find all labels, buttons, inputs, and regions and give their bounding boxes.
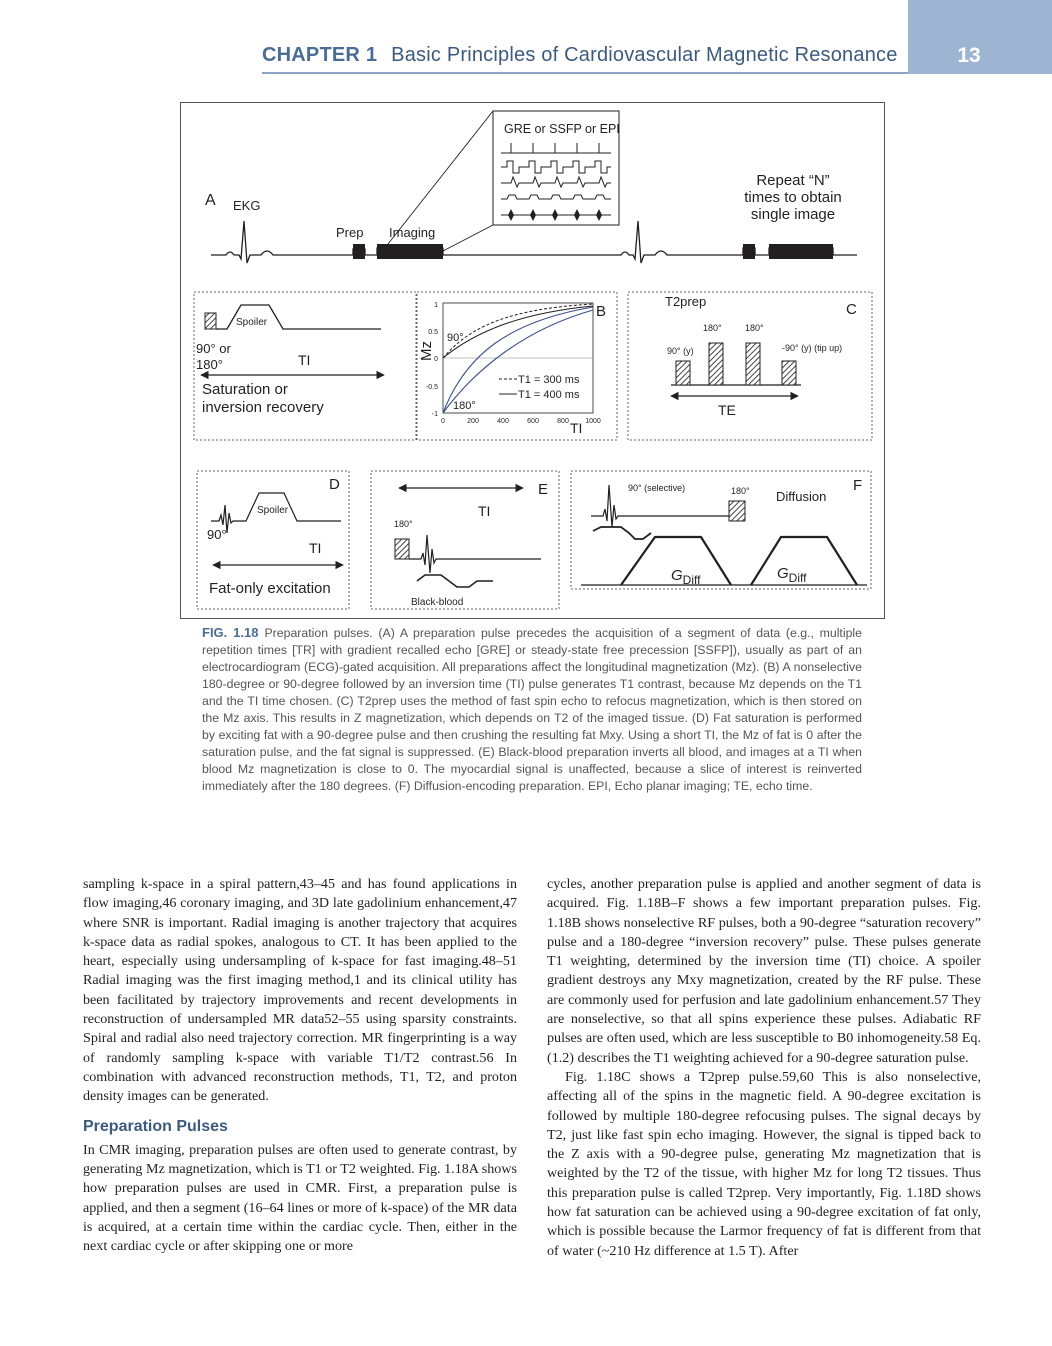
ekg-label: EKG [233,198,261,213]
mz-xtick-5: 800 [557,418,569,425]
mz-xtick-3: 400 [497,418,509,425]
fat-title: Fat-only excitation [209,580,331,597]
zoom-line-right [443,225,493,251]
imaging-block [377,244,443,259]
t2prep-label-tipup: -90° (y) (tip up) [782,343,843,353]
gdiff-2-sub: Diff [788,571,807,585]
prep-label: Prep [336,225,364,240]
panel-c-letter: C [846,301,857,318]
t2prep-title: T2prep [665,294,707,309]
right-paragraph-1: cycles, another preparation pulse is applied and another segment of data is acquired. Fig. 1.18B–F shows a few important preparation pulses. Fig. 1.18B shows nonselective RF pulses, both a 90-degree “saturation recovery” pulse and a 180-degree “inversion recovery” pulse. These pulses generate T1 weighting, determined by the inversion time (TI) choice. A spoiler gradient destroys any Mxy magnetization, created by the RF pulse. These are commonly used for perfusion and late gadolinium enhancement.57 They are nonselective, so that all spins experience these pulses. Adiabatic RF pulses are often used, which are less susceptible to B0 inhomogeneity.58 Eq. (1.2) describes the T1 weighting achieved for a 90-degree saturation pulse. [547,876,981,1066]
legend-t1-300: T1 = 300 ms [518,374,580,386]
bb-slice-gradient [417,575,493,587]
gdiff-1-sub: Diff [682,573,701,587]
running-header [0,0,1052,74]
diff-label-180: 180° [731,486,750,496]
fat-spoiler-label: Spoiler [257,505,289,516]
mz-axis-label: Mz [418,341,435,361]
left-paragraph-2: In CMR imaging, preparation pulses are often used to generate contrast, by generating Mz magnetization, which is T1 or T2 weighted. Fig. 1.18A shows how preparation pulses are used in CMR. First, a preparation pulse is applied, and then a segment (16–64 lines or more of k-space) of the MR data is acquired, at a certain time within the cardiac cycle. Then, either in the next cardiac cycle or after skipping one or more [83,1141,517,1255]
sat-spoiler-label: Spoiler [236,317,268,328]
mz-label-90: 90° [447,332,464,344]
t2prep-label-180a: 180° [703,323,722,333]
diff-label-90: 90° (selective) [628,483,686,493]
section-heading: Preparation Pulses [83,1117,228,1135]
panel-a-letter: A [205,192,216,209]
panel-c [628,292,872,440]
diff-refocus-pulse [729,501,745,521]
sat-ti-label: TI [298,352,311,368]
sat-title-1: Saturation or [202,381,288,398]
right-paragraph-2: Fig. 1.18C shows a T2prep pulse.59,60 This is also nonselective, affecting all of the spins in the magnetic field. A 90-degree excitation is followed by multiple 180-degree refocusing pulses. The signal decays by T2, just like fast spin echo imaging. However, the signal is tipped back to the Z axis with a 90-degree pulse, generating Mz magnetization that is weighted by the T2 of the tissue, with higher Mz for long T2 tissues. Thus this preparation pulse is called T2prep. Very importantly, Fig. 1.18D shows how fat saturation can be achieved using a 90-degree excitation of fat only, which is possible because the Larmor frequency of fat is different from that of water (~210 Hz difference at 1.5 T). After [547,1068,981,1259]
mz-xtick-1: 0 [441,418,445,425]
running-title [262,44,898,67]
mz-label-180: 180° [453,400,476,412]
t2prep-pulse-180a [709,343,723,385]
repeat-line-2: times to obtain [744,189,842,206]
sat-angle-2: 180° [196,357,223,372]
mz-xtick-4: 600 [527,418,539,425]
mz-xtick-2: 200 [467,418,479,425]
bb-nonselective-pulse [395,539,409,559]
repeat-line-1: Repeat “N” [756,172,830,189]
panel-e-letter: E [538,481,549,498]
fat-angle-label: 90° [207,527,227,542]
mz-x-label: TI [570,420,583,436]
figure-label: FIG. 1.18 [202,625,259,640]
bb-ti-label: TI [478,503,491,519]
body-column-left [83,875,517,1257]
diff-title: Diffusion [776,489,827,504]
left-paragraph-1: sampling k-space in a spiral pattern,43–45 and has found applications in flow imaging,46 coronary imaging, and 3D late gadolinium enhancement,47 where SNR is important. Radial imaging is another trajectory that acquires k-space data as radial spokes, analogous to CT. It has been applied to the heart, especially using undersampling of k-space for fast imaging.48–51 Radial imaging was the first imaging method,1 and its clinical utility has been facilitated by trajectory improvements and recent developments in reconstruction of undersampled MR data52–55 using sparsity constraints. Spiral and radial also need trajectory correction. MR fingerprinting is a way of randomly sampling k-space with variable T1/T2 contrast.56 In combination with advanced reconstruction methods, T1, T2, and proton density images can be generated. [83,876,517,1105]
t2prep-pulse-180b [746,343,760,385]
bb-selective-pulse [409,535,541,573]
readout-label: GRE or SSFP or EPI [504,122,620,136]
panel-d [197,471,349,609]
mz-xtick-6: 1000 [585,418,601,425]
figure-diagram [181,103,884,618]
chapter-title: Basic Principles of Cardiovascular Magnetic Resonance [391,44,898,66]
diff-slice-gradient [593,527,651,539]
panel-f-letter: F [853,477,863,494]
zoom-line-left [388,111,493,244]
ekg-trace [211,221,857,263]
gdiff-2-g: G [777,565,789,582]
figure-1-18 [180,102,885,619]
panel-b-letter: B [596,303,607,320]
chapter-label: CHAPTER 1 [262,44,378,66]
prep-block-2 [743,244,755,259]
panel-saturation [194,292,416,440]
t2prep-pulse-90 [676,361,690,385]
imaging-block-2 [769,244,833,259]
panel-b [417,292,617,440]
sat-curve-t1-400 [443,306,593,358]
t2prep-pulse-tipup [782,361,796,385]
caption-text: Preparation pulses. (A) A preparation pulse precedes the acquisition of a segment of data (e.g., multiple repetition times [TR] with gradient recalled echo [GRE] or steady-state free precession [SSFP]), usually as part of an electrocardiogram (ECG)-gated acquisition. All preparations affect the longitudinal magnetization (Mz). (B) A nonselective 180-degree or 90-degree followed by an inversion time (TI) pulse generates T1 contrast, because Mz depends on the T1 and the TI time chosen. (C) T2prep uses the method of fast spin echo to refocus magnetization, which is then stored on the Mz axis. This results in Z magnetization, which depends on T2 of the imaged tissue. (D) Fat saturation is performed by exciting fat with a 90-degree pulse and then crushing the resulting fat Mxy. Using a short TI, the Mz of fat is 0 after the saturation pulse, and the fat signal is suppressed. (E) Black-blood preparation inverts all blood, and images at a TI when blood Mz magnetization is close to 0. The myocardial signal is unaffected, because a slice of interest is reinverted immediately after the 180 degrees. (F) Diffusion-encoding preparation. EPI, Echo planar imaging; TE, echo time. [202,626,862,793]
sat-angle-1: 90° or [196,341,231,356]
repeat-line-3: single image [750,206,836,223]
header-rule [262,72,908,74]
panel-e [371,471,559,609]
bb-title: Black-blood [411,597,464,608]
sat-rf-pulse [205,313,216,329]
bb-angle-label: 180° [394,519,413,529]
mz-ytick-5: -1 [431,411,438,418]
fat-ti-label: TI [309,540,322,556]
imaging-label: Imaging [389,225,436,240]
legend-t1-400: T1 = 400 ms [518,389,580,401]
sat-title-2: inversion recovery [202,399,324,416]
mz-ytick-3: 0 [434,356,438,363]
panel-a [205,111,857,263]
te-label: TE [718,402,736,418]
figure-caption [202,624,862,795]
mz-ytick-2: 0.5 [428,329,438,336]
mz-ytick-1: 1 [434,302,438,309]
body-column-right [547,875,981,1261]
t2prep-label-90: 90° (y) [667,346,694,356]
prep-block [353,244,365,259]
mz-ytick-4: -0.5 [425,384,438,391]
gdiff-label-2 [777,565,807,585]
t2prep-label-180b: 180° [745,323,764,333]
panel-d-letter: D [329,476,340,493]
page-number: 13 [957,44,981,67]
gdiff-1-g: G [671,567,683,584]
panel-f [571,471,871,589]
gdiff-label-1 [671,567,701,587]
